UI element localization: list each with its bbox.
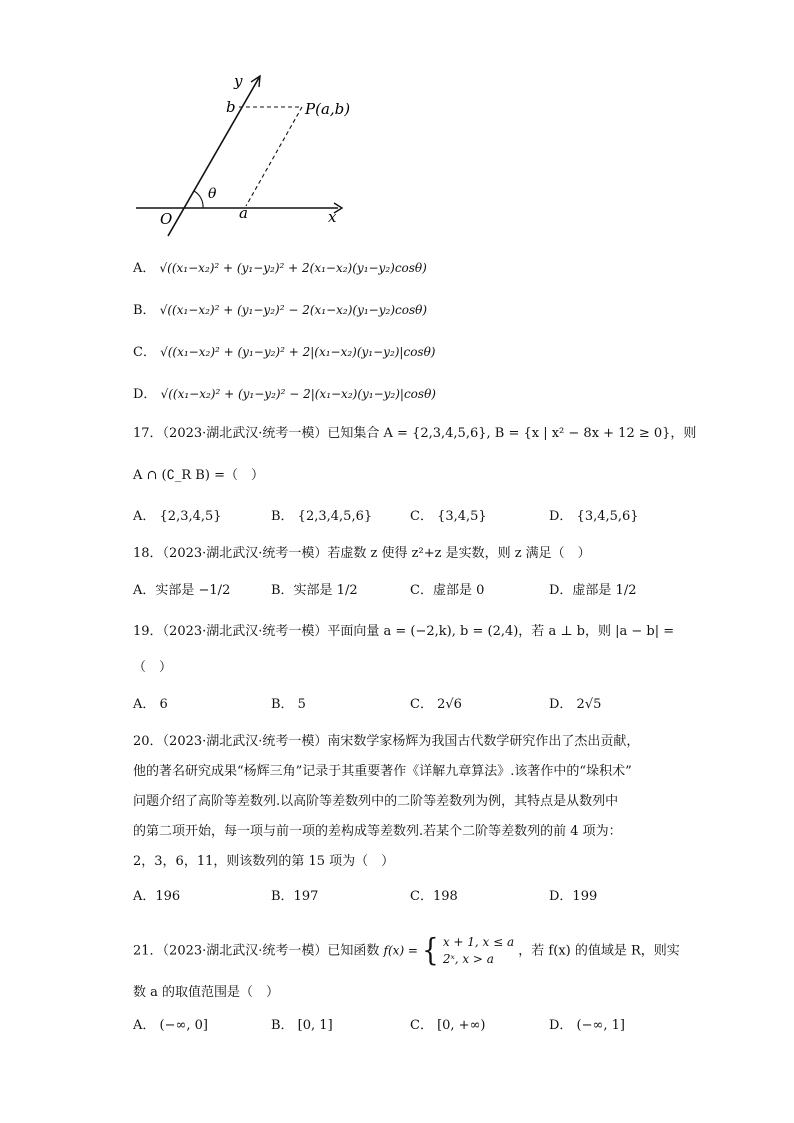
option-letter: D． [133,387,157,402]
q19-stem-line1: 19．（2023·湖北武汉·统考一模）平面向量 a = (−2,k), b = (2,4)，若 a ⊥ b，则 |a − b| = [133,624,675,639]
q19-option-a: A． 6 [133,697,168,712]
q21-stem-prefix: 21．（2023·湖北武汉·统考一模）已知函数 [133,943,380,959]
q16-option-d [133,384,436,405]
q21-option-d: D． (−∞, 1] [549,1018,625,1033]
q21-case1: x + 1, x ≤ a [442,935,515,949]
q17-option-c: C． {3,4,5} [410,509,487,524]
q20-option-d: D．199 [549,889,598,904]
a-label: a [239,204,248,222]
q21-brace: { [422,933,439,969]
q20-option-c: C．198 [410,889,458,904]
theta-arc [194,191,203,208]
q21-stem-suffix: ，若 f(x) 的值域是 R，则实 [518,943,680,959]
q21-option-a: A． (−∞, 0] [133,1018,208,1033]
q16-option-c [133,342,435,363]
q19-stem-line2: （ ） [133,660,173,675]
option-letter: A． [133,261,156,276]
q20-line4: 的第二项开始，每一项与前一项的差构成等差数列.若某个二阶等差数列的前 4 项为： [133,824,622,839]
q19-option-c: C． 2√6 [410,697,462,712]
q21-stem-line1 [133,934,680,968]
q20-line3: 问题介绍了高阶等差数列.以高阶等差数列中的二阶等差数列为例，其特点是从数列中 [133,794,619,809]
option-expr: √((x₁−x₂)² + (y₁−y₂)² − 2|(x₁−x₂)(y₁−y₂)|cosθ) [160,387,436,401]
q18-option-c: C．虚部是 0 [410,583,485,598]
option-expr: √((x₁−x₂)² + (y₁−y₂)² − 2(x₁−x₂)(y₁−y₂)cosθ) [159,303,428,317]
option-expr: √((x₁−x₂)² + (y₁−y₂)² + 2(x₁−x₂)(y₁−y₂)cosθ) [159,261,427,275]
q21-func-lhs: f(x) = [383,943,418,958]
coordinate-figure [128,68,368,238]
q21-cases [443,934,514,968]
q18-option-d: D．虚部是 1/2 [549,583,637,598]
theta-label: θ [208,186,217,202]
q20-line1: 20．（2023·湖北武汉·统考一模）南宋数学家杨辉为我国古代数学研究作出了杰出贡献， [133,734,640,749]
y-label: y [234,72,243,90]
q21-case2: 2ˣ, x > a [442,952,494,966]
dashed-parallel [246,107,302,206]
q16-option-b [133,300,427,321]
option-letter: B． [133,303,156,318]
q21-option-b: B． [0, 1] [271,1018,333,1033]
q18-stem: 18．（2023·湖北武汉·统考一模）若虚数 z 使得 z²+z 是实数，则 z 满足（ ） [133,546,591,561]
q16-option-a [133,258,427,279]
q21-option-c: C． [0, +∞) [410,1018,486,1033]
q17-stem-line1: 17．（2023·湖北武汉·统考一模）已知集合 A = {2,3,4,5,6}, B = {x | x² − 8x + 12 ≥ 0}，则 [133,426,697,441]
q18-option-a: A．实部是 −1/2 [133,583,231,598]
option-letter: C． [133,345,156,360]
q20-line2: 他的著名研究成果“杨辉三角”记录于其重要著作《详解九章算法》.该著作中的“垛积术” [133,764,632,779]
q17-option-b: B． {2,3,4,5,6} [271,509,373,524]
option-expr: √((x₁−x₂)² + (y₁−y₂)² + 2|(x₁−x₂)(y₁−y₂)|cosθ) [160,345,436,359]
q17-option-a: A． {2,3,4,5} [133,509,222,524]
point-label: P(a,b) [305,100,351,118]
q20-line5: 2，3，6，11，则该数列的第 15 项为（ ） [133,854,395,869]
q17-option-d: D． {3,4,5,6} [549,509,639,524]
q19-option-b: B． 5 [271,697,306,712]
x-label: x [328,208,337,226]
q20-option-b: B．197 [271,889,319,904]
q18-option-b: B．实部是 1/2 [271,583,358,598]
q20-option-a: A．196 [133,889,181,904]
origin-label: O [160,210,173,228]
q19-option-d: D． 2√5 [549,697,602,712]
q21-stem-line2: 数 a 的取值范围是（ ） [133,985,280,1000]
b-label: b [226,98,236,116]
q17-stem-line2: A ∩ (∁_R B) =（ ） [133,468,264,483]
